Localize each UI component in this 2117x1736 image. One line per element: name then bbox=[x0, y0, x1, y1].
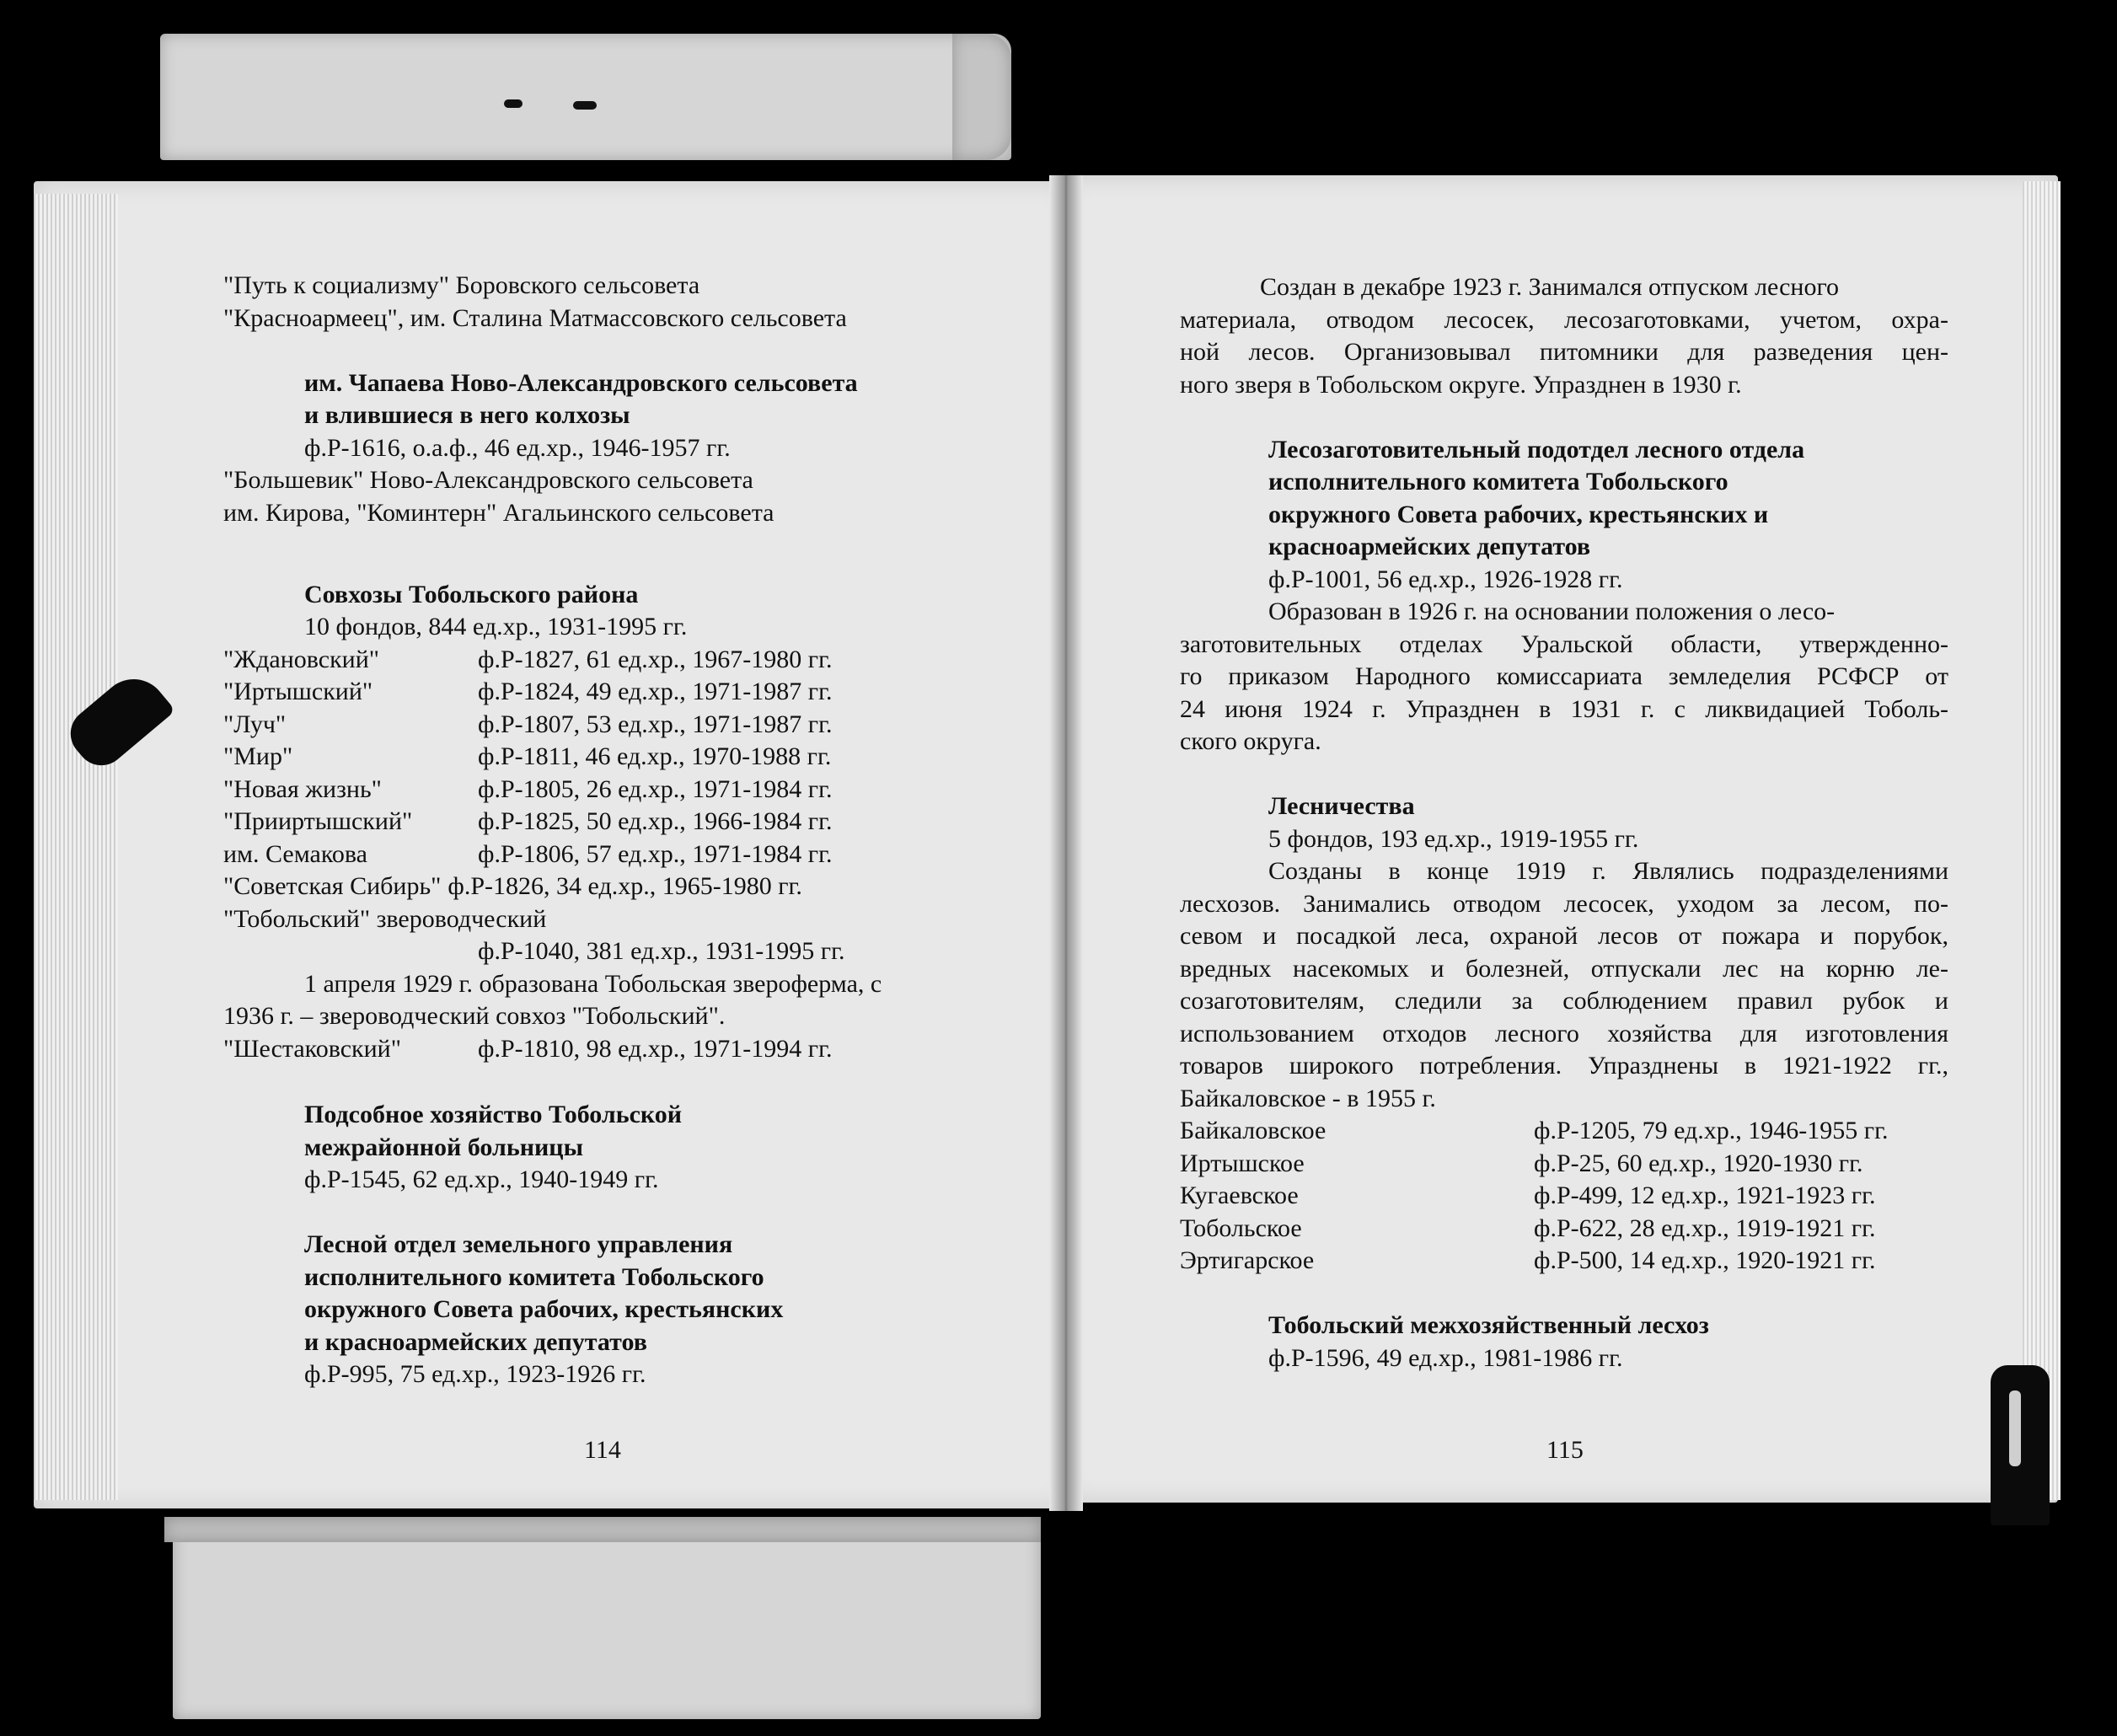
left-page-edges bbox=[34, 194, 118, 1500]
fond-reference: ф.Р-1807, 53 ед.хр., 1971-1987 гг. bbox=[478, 710, 833, 738]
strip-hole bbox=[573, 101, 597, 110]
section-heading: Тобольский межхозяйственный лесхоз bbox=[1268, 1311, 1709, 1339]
paragraph-line: Созданы в конце 1919 г. Являлись подразделениями bbox=[1268, 857, 1948, 885]
paragraph-line: ного зверя в Тобольском округе. Упразднен в 1930 г. bbox=[1180, 370, 1742, 399]
section-heading: исполнительного комитета Тобольского bbox=[304, 1262, 764, 1291]
sovkhoz-row bbox=[223, 806, 999, 839]
sovkhoz-name: "Новая жизнь" bbox=[223, 774, 382, 803]
fond-reference: ф.Р-500, 14 ед.хр., 1920-1921 гг. bbox=[1534, 1246, 1876, 1274]
fond-reference: ф.Р-995, 75 ед.хр., 1923-1926 гг. bbox=[304, 1360, 646, 1388]
page-number: 115 bbox=[1546, 1436, 1584, 1464]
left-page-text bbox=[223, 270, 999, 1391]
text-line: "Большевик" Ново-Александровского сельсовета bbox=[223, 466, 753, 494]
paper-strip-bottom bbox=[173, 1517, 1041, 1719]
paragraph-line: заготовительных отделах Уральской области, утвержденно- bbox=[1180, 630, 1948, 658]
sovkhoz-name: "Ждановский" bbox=[223, 645, 379, 673]
fond-reference: ф.Р-499, 12 ед.хр., 1921-1923 гг. bbox=[1534, 1181, 1876, 1209]
sovkhoz-name: "Иртышский" bbox=[223, 678, 373, 705]
section-heading: окружного Совета рабочих, крестьянских и bbox=[1268, 500, 1769, 528]
text-line: им. Кирова, "Коминтерн" Агальинского сельсовета bbox=[223, 498, 774, 527]
fond-reference: ф.Р-1824, 49 ед.хр., 1971-1987 гг. bbox=[478, 678, 833, 705]
lesnichestvo-name: Иртышское bbox=[1180, 1149, 1305, 1177]
sovkhoz-row bbox=[223, 676, 999, 709]
fond-reference: ф.Р-1827, 61 ед.хр., 1967-1980 гг. bbox=[478, 645, 833, 673]
fond-summary: 10 фондов, 844 ед.хр., 1931-1995 гг. bbox=[304, 613, 688, 640]
sovkhoz-name: "Луч" bbox=[223, 710, 287, 738]
sovkhoz-name: "Тобольский" звероводческий bbox=[223, 904, 547, 933]
note-line: 1 апреля 1929 г. образована Тобольская звероферма, с bbox=[304, 969, 882, 998]
sovkhoz-name: "Советская Сибирь" bbox=[223, 872, 442, 900]
sovkhoz-row bbox=[223, 839, 999, 871]
paragraph-line: Образован в 1926 г. на основании положения о лесо- bbox=[1268, 597, 1836, 625]
sovkhoz-row bbox=[223, 1033, 999, 1066]
sovkhoz-name: им. Семакова bbox=[223, 839, 367, 868]
sovkhoz-row bbox=[223, 741, 999, 774]
fond-reference: ф.Р-1616, о.а.ф., 46 ед.хр., 1946-1957 гг. bbox=[304, 433, 731, 462]
paragraph-line: 24 июня 1924 г. Упразднен в 1931 г. с ликвидацией Тоболь- bbox=[1180, 694, 1948, 723]
paragraph-line: использованием отходов лесного хозяйства для изготовления bbox=[1180, 1019, 1948, 1047]
sovkhoz-name: "Мир" bbox=[223, 742, 293, 770]
paragraph-line: севом и посадкой леса, охраной лесов от пожара и порубок, bbox=[1180, 922, 1948, 950]
sovkhoz-name: "Шестаковский" bbox=[223, 1034, 401, 1063]
paragraph-line: товаров широкого потребления. Упразднены в 1921-1922 гг., bbox=[1180, 1052, 1948, 1080]
section-heading: Подсобное хозяйство Тобольской bbox=[304, 1101, 683, 1128]
fond-reference: ф.Р-1805, 26 ед.хр., 1971-1984 гг. bbox=[478, 774, 833, 803]
text-line: "Путь к социализму" Боровского сельсовета bbox=[223, 271, 700, 299]
section-heading: и влившиеся в него колхозы bbox=[304, 401, 630, 429]
book-gutter bbox=[1049, 175, 1083, 1511]
paragraph-line: ского округа. bbox=[1180, 727, 1321, 755]
fond-reference: ф.Р-1205, 79 ед.хр., 1946-1955 гг. bbox=[1534, 1117, 1889, 1144]
lesnichestvo-row bbox=[1180, 1213, 1948, 1246]
section-heading: исполнительного комитета Тобольского bbox=[1268, 468, 1728, 496]
fond-reference: ф.Р-1545, 62 ед.хр., 1940-1949 гг. bbox=[304, 1165, 659, 1193]
sovkhoz-row bbox=[223, 644, 999, 677]
paragraph-line: ной лесов. Организовывал питомники для разведения цен- bbox=[1180, 338, 1948, 366]
lesnichestvo-row bbox=[1180, 1115, 1948, 1148]
text-line: "Красноармеец", им. Сталина Матмассовского сельсовета bbox=[223, 303, 847, 332]
fond-reference: ф.Р-1811, 46 ед.хр., 1970-1988 гг. bbox=[478, 742, 832, 770]
fond-reference: ф.Р-25, 60 ед.хр., 1920-1930 гг. bbox=[1534, 1149, 1863, 1177]
fond-reference: ф.Р-1806, 57 ед.хр., 1971-1984 гг. bbox=[478, 839, 833, 868]
paragraph-line: Создан в декабре 1923 г. Занимался отпуском лесного bbox=[1260, 273, 1840, 301]
fond-reference: ф.Р-1001, 56 ед.хр., 1926-1928 гг. bbox=[1268, 565, 1623, 593]
fond-reference: ф.Р-1826, 34 ед.хр., 1965-1980 гг. bbox=[448, 872, 802, 900]
section-heading: Лесной отдел земельного управления bbox=[304, 1230, 733, 1258]
right-page-text bbox=[1180, 271, 1948, 1374]
section-heading: Лесозаготовительный подотдел лесного отдела bbox=[1268, 435, 1805, 463]
right-page-edges bbox=[2023, 181, 2061, 1500]
lesnichestvo-row bbox=[1180, 1148, 1948, 1181]
section-heading: и красноармейских депутатов bbox=[304, 1327, 647, 1356]
strip-hole bbox=[504, 99, 523, 108]
section-heading: Совхозы Тобольского района bbox=[304, 580, 639, 608]
lesnichestvo-row bbox=[1180, 1180, 1948, 1213]
paragraph-line: лесхозов. Занимались отводом лесосек, уходом за лесом, по- bbox=[1180, 889, 1948, 918]
lesnichestvo-name: Тобольское bbox=[1180, 1214, 1302, 1242]
paragraph-line: материала, отводом лесосек, лесозаготовками, учетом, охра- bbox=[1180, 305, 1948, 334]
lesnichestvo-name: Эртигарское bbox=[1180, 1246, 1315, 1274]
lesnichestvo-name: Байкаловское bbox=[1180, 1117, 1326, 1144]
sovkhoz-row bbox=[223, 709, 999, 742]
fond-reference: ф.Р-622, 28 ед.хр., 1919-1921 гг. bbox=[1534, 1214, 1876, 1242]
paragraph-line: вредных насекомых и болезней, отпускали лес на корню ле- bbox=[1180, 954, 1948, 983]
fond-reference: ф.Р-1825, 50 ед.хр., 1966-1984 гг. bbox=[478, 807, 833, 835]
paragraph-line: Байкаловское - в 1955 г. bbox=[1180, 1084, 1436, 1112]
fond-reference: ф.Р-1810, 98 ед.хр., 1971-1994 гг. bbox=[478, 1034, 833, 1063]
lesnichestvo-name: Кугаевское bbox=[1180, 1181, 1299, 1209]
note-line: 1936 г. – звероводческий совхоз "Тобольский". bbox=[223, 1002, 726, 1030]
section-heading: межрайонной больницы bbox=[304, 1133, 584, 1161]
fond-summary: 5 фондов, 193 ед.хр., 1919-1955 гг. bbox=[1268, 824, 1639, 853]
paragraph-line: го приказом Народного комиссариата земледелия РСФСР от bbox=[1180, 662, 1948, 690]
paper-strip-bottom-lip bbox=[164, 1517, 1041, 1542]
fond-reference: ф.Р-1596, 49 ед.хр., 1981-1986 гг. bbox=[1268, 1343, 1623, 1372]
sovkhoz-row bbox=[223, 871, 999, 903]
section-heading: им. Чапаева Ново-Александровского сельсовета bbox=[304, 368, 858, 397]
paragraph-line: созаготовителям, следили за соблюдением правил рубок и bbox=[1180, 987, 1948, 1015]
section-heading: Лесничества bbox=[1268, 792, 1415, 820]
page-number: 114 bbox=[584, 1436, 621, 1464]
lesnichestvo-row bbox=[1180, 1245, 1948, 1278]
section-heading: окружного Совета рабочих, крестьянских bbox=[304, 1295, 784, 1323]
page-clip bbox=[1991, 1365, 2050, 1525]
section-heading: красноармейских депутатов bbox=[1268, 533, 1591, 560]
fond-reference: ф.Р-1040, 381 ед.хр., 1931-1995 гг. bbox=[478, 937, 845, 965]
paper-strip-top-end bbox=[952, 34, 1011, 160]
paper-strip-top bbox=[160, 34, 1011, 160]
sovkhoz-name: "Прииртышский" bbox=[223, 807, 413, 835]
sovkhoz-row bbox=[223, 774, 999, 806]
